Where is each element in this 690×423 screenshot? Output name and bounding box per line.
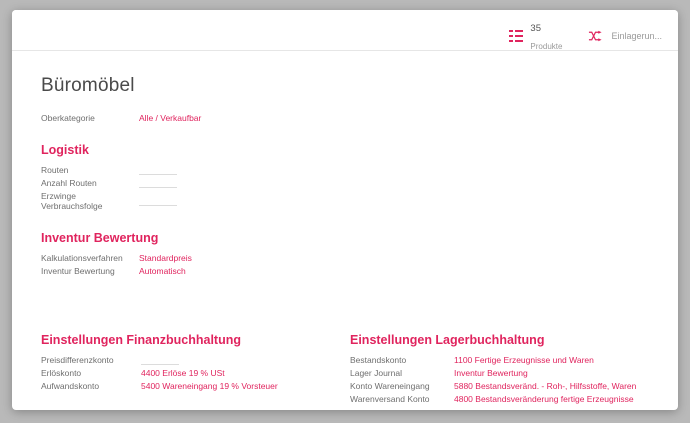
field-label: Anzahl Routen <box>41 178 97 188</box>
einlagerung-button[interactable] <box>588 30 662 42</box>
field-value[interactable]: Inventur Bewertung <box>454 368 528 378</box>
column-lagerbuchhaltung <box>345 333 654 407</box>
bottom-columns <box>36 333 654 407</box>
field-anzahl-routen[interactable] <box>41 178 654 188</box>
field-bestandskonto[interactable] <box>350 355 654 365</box>
field-value[interactable]: Automatisch <box>139 266 186 276</box>
page-title: Büromöbel <box>41 75 135 96</box>
field-value[interactable] <box>141 355 179 365</box>
section-title-logistik: Logistik <box>41 143 89 157</box>
field-label: Kalkulationsverfahren <box>41 253 123 263</box>
section-title-lagerbuchhaltung: Einstellungen Lagerbuchhaltung <box>350 333 545 347</box>
field-label: Erzwinge Verbrauchsfolge <box>41 191 103 211</box>
top-toolbar <box>12 10 678 51</box>
field-erloeskonto[interactable] <box>41 368 345 378</box>
field-label: Warenversand Konto <box>350 394 430 404</box>
section-title-finanzbuchhaltung: Einstellungen Finanzbuchhaltung <box>41 333 241 347</box>
field-label: Routen <box>41 165 69 175</box>
list-icon <box>509 30 523 42</box>
field-value[interactable] <box>139 178 177 188</box>
field-value[interactable] <box>139 196 177 206</box>
field-label: Konto Wareneingang <box>350 381 430 391</box>
field-preisdifferenzkonto[interactable] <box>41 355 345 365</box>
field-value[interactable]: Alle / Verkaufbar <box>139 113 202 123</box>
shuffle-icon <box>588 30 603 42</box>
section-title-inventur: Inventur Bewertung <box>41 231 159 245</box>
field-label: Preisdifferenzkonto <box>41 355 114 365</box>
product-count-button[interactable] <box>509 18 562 53</box>
product-count-value: 35 <box>530 23 541 34</box>
einlagerung-label: Einlagerun... <box>611 30 662 41</box>
field-label: Erlöskonto <box>41 368 82 378</box>
field-label: Inventur Bewertung <box>41 266 115 276</box>
field-kalkulationsverfahren[interactable] <box>41 253 654 263</box>
field-inventur-bewertung[interactable] <box>41 266 654 276</box>
form-content <box>12 51 678 404</box>
field-aufwandskonto[interactable] <box>41 381 345 391</box>
field-oberkategorie[interactable] <box>41 113 654 123</box>
field-value[interactable]: 1100 Fertige Erzeugnisse und Waren <box>454 355 594 365</box>
field-label: Bestandskonto <box>350 355 407 365</box>
product-count-text <box>530 18 562 53</box>
field-erzwinge-verbrauchsfolge[interactable] <box>41 191 654 211</box>
product-count-label: Produkte <box>530 41 563 51</box>
field-konto-wareneingang[interactable] <box>350 381 654 391</box>
field-value[interactable]: 4400 Erlöse 19 % USt <box>141 368 225 378</box>
field-value[interactable]: 5400 Wareneingang 19 % Vorsteuer <box>141 381 278 391</box>
field-label: Aufwandskonto <box>41 381 100 391</box>
field-label: Oberkategorie <box>41 113 95 123</box>
field-routen[interactable] <box>41 165 654 175</box>
column-finanzbuchhaltung <box>36 333 345 407</box>
field-value[interactable]: Standardpreis <box>139 253 192 263</box>
field-lager-journal[interactable] <box>350 368 654 378</box>
field-value[interactable]: 4800 Bestandsveränderung fertige Erzeugnisse <box>454 394 634 404</box>
app-window <box>12 10 678 410</box>
toolbar-right-group <box>509 18 662 53</box>
field-value[interactable] <box>139 165 177 175</box>
field-warenversand-konto[interactable] <box>350 394 654 404</box>
field-value[interactable]: 5880 Bestandsveränd. - Roh-, Hilfsstoffe, Waren <box>454 381 637 391</box>
field-label: Lager Journal <box>350 368 402 378</box>
